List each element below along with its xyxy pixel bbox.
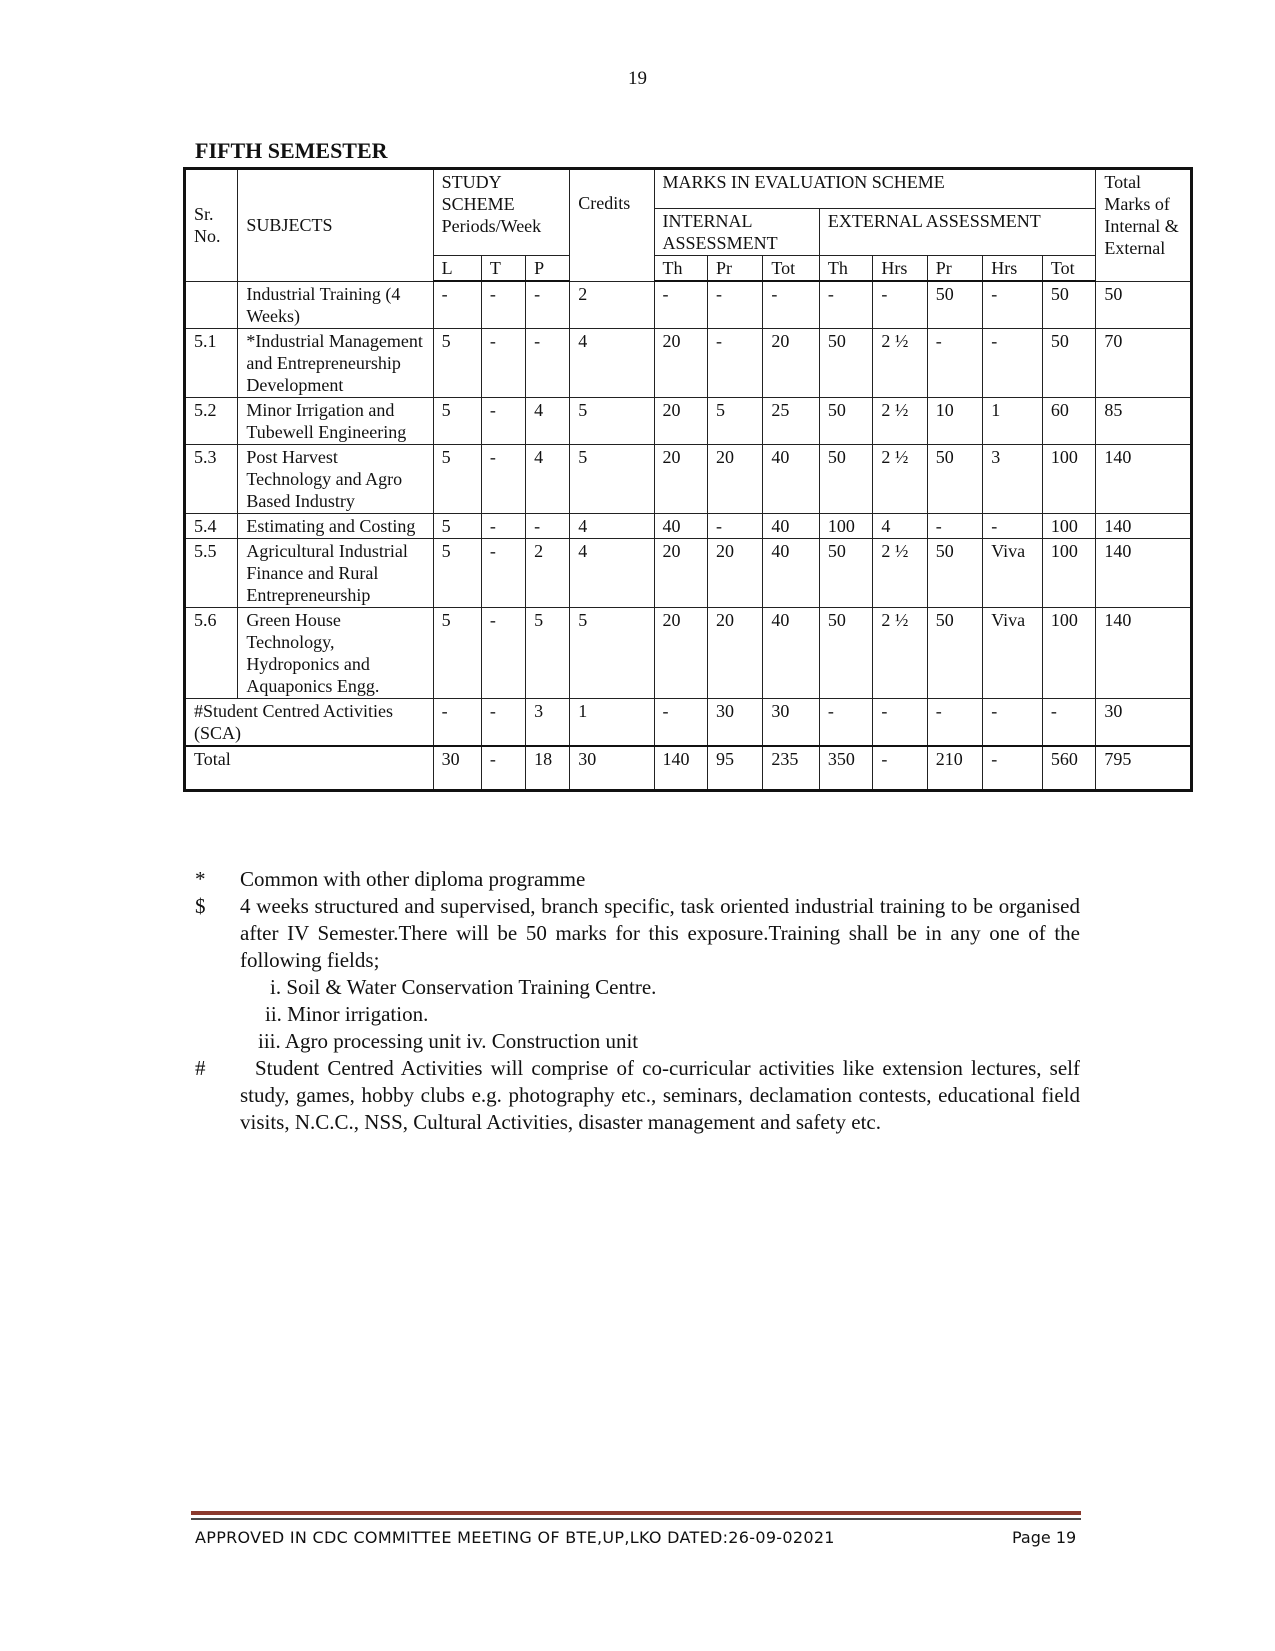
total-label: Total [185, 746, 434, 791]
value-cell: 4 [873, 513, 927, 538]
header-sub-cell: Tot [1042, 256, 1095, 282]
table-row [185, 444, 1192, 513]
training-field-item: ii. Minor irrigation. [265, 1002, 429, 1026]
table-row [185, 397, 1192, 444]
subject-cell: Minor Irrigation and Tubewell Engineering [238, 397, 433, 444]
value-cell: 30 [707, 698, 762, 746]
header-sub-cell: Th [654, 256, 707, 282]
header-external-assessment: EXTERNAL ASSESSMENT [819, 209, 1095, 256]
value-cell: - [983, 513, 1043, 538]
header-sub-cell: Pr [927, 256, 982, 282]
value-cell: - [654, 698, 707, 746]
value-cell: - [481, 698, 525, 746]
footnotes [195, 866, 1080, 1136]
value-cell: 1 [983, 397, 1043, 444]
value-cell: - [983, 328, 1043, 397]
header-sub-cell: Th [819, 256, 872, 282]
sr-no-cell: 5.2 [185, 397, 238, 444]
sr-no-cell: 5.5 [185, 538, 238, 607]
value-cell: - [983, 746, 1043, 791]
value-cell: 2 ½ [873, 444, 927, 513]
value-cell: 20 [654, 607, 707, 698]
value-cell: 40 [763, 513, 820, 538]
header-credits: Credits [570, 169, 654, 282]
value-cell: - [707, 328, 762, 397]
header-sr-no: Sr. No. [185, 169, 238, 282]
sr-no-cell: 5.6 [185, 607, 238, 698]
value-cell: 50 [1096, 281, 1192, 328]
total-row [185, 746, 1192, 791]
value-cell: - [526, 328, 570, 397]
value-cell: 20 [654, 397, 707, 444]
training-field-item: iii. Agro processing unit iv. Construction unit [258, 1029, 639, 1053]
value-cell: - [819, 698, 872, 746]
value-cell: 50 [819, 444, 872, 513]
table-row [185, 538, 1192, 607]
header-marks-scheme: MARKS IN EVALUATION SCHEME [654, 169, 1096, 209]
value-cell: 2 [570, 281, 654, 328]
sr-no-cell: 5.3 [185, 444, 238, 513]
value-cell: - [481, 444, 525, 513]
value-cell: 30 [763, 698, 820, 746]
value-cell: 350 [819, 746, 872, 791]
semester-title: FIFTH SEMESTER [195, 138, 388, 163]
value-cell: - [481, 397, 525, 444]
subject-cell: Agricultural Industrial Finance and Rural Entrepreneurship [238, 538, 433, 607]
value-cell: 20 [707, 538, 762, 607]
value-cell: 5 [433, 513, 481, 538]
value-cell: 30 [570, 746, 654, 791]
value-cell: 5 [433, 444, 481, 513]
value-cell: 85 [1096, 397, 1192, 444]
value-cell: 2 [526, 538, 570, 607]
value-cell: 140 [1096, 444, 1192, 513]
note-text: 4 weeks structured and supervised, branch specific, task oriented industrial training to be organised after IV Semester.There will be 50 marks for this exposure.Training shall be in any one of the following fields; [240, 894, 1080, 972]
value-cell: 140 [1096, 538, 1192, 607]
value-cell: 4 [570, 328, 654, 397]
value-cell: 100 [1042, 513, 1095, 538]
note-symbol: * [195, 867, 206, 891]
value-cell: 2 ½ [873, 607, 927, 698]
table-row [185, 513, 1192, 538]
subject-cell: Green House Technology, Hydroponics and Aquaponics Engg. [238, 607, 433, 698]
value-cell: - [481, 513, 525, 538]
value-cell: 560 [1042, 746, 1095, 791]
value-cell: 5 [570, 397, 654, 444]
value-cell: 210 [927, 746, 982, 791]
value-cell: 50 [1042, 328, 1095, 397]
table-row [185, 328, 1192, 397]
value-cell: 20 [707, 444, 762, 513]
header-sub-cell: Tot [763, 256, 820, 282]
value-cell: 30 [1096, 698, 1192, 746]
value-cell: - [481, 328, 525, 397]
value-cell: - [707, 513, 762, 538]
value-cell: 4 [526, 444, 570, 513]
value-cell: 100 [819, 513, 872, 538]
value-cell: 2 ½ [873, 397, 927, 444]
value-cell: - [526, 513, 570, 538]
value-cell: 1 [570, 698, 654, 746]
value-cell: 50 [819, 397, 872, 444]
note-sca [195, 1055, 1080, 1136]
note-symbol: $ [195, 894, 206, 918]
value-cell: - [1042, 698, 1095, 746]
value-cell: Viva [983, 538, 1043, 607]
value-cell: 50 [927, 538, 982, 607]
subject-cell: Post Harvest Technology and Agro Based Industry [238, 444, 433, 513]
value-cell: - [481, 538, 525, 607]
value-cell: 20 [654, 444, 707, 513]
footer-approval: APPROVED IN CDC COMMITTEE MEETING OF BTE,UP,LKO DATED:26-09-02021 [195, 1528, 835, 1547]
sr-no-cell: 5.4 [185, 513, 238, 538]
value-cell: - [983, 281, 1043, 328]
value-cell: 5 [433, 328, 481, 397]
header-total-marks: Total Marks of Internal & External [1096, 169, 1192, 282]
header-study-scheme: STUDY SCHEME Periods/Week [433, 169, 570, 256]
value-cell: 40 [763, 538, 820, 607]
value-cell: 20 [707, 607, 762, 698]
value-cell: 10 [927, 397, 982, 444]
footer-rule [191, 1518, 1081, 1520]
header-sub-cell: L [433, 256, 481, 282]
header-subjects: SUBJECTS [238, 169, 433, 282]
header-sub-cell: Pr [707, 256, 762, 282]
header-sub-cell: P [526, 256, 570, 282]
value-cell: 140 [654, 746, 707, 791]
header-sub-cell: T [481, 256, 525, 282]
value-cell: 60 [1042, 397, 1095, 444]
value-cell: 50 [927, 281, 982, 328]
value-cell: - [481, 281, 525, 328]
value-cell: 5 [433, 538, 481, 607]
value-cell: Viva [983, 607, 1043, 698]
footer-rule [191, 1511, 1081, 1515]
subject-cell: *Industrial Management and Entrepreneurship Development [238, 328, 433, 397]
value-cell: - [927, 328, 982, 397]
value-cell: 50 [927, 607, 982, 698]
footer-page-label: Page 19 [1012, 1528, 1077, 1547]
sca-label: #Student Centred Activities (SCA) [185, 698, 434, 746]
value-cell: 3 [526, 698, 570, 746]
value-cell: - [873, 281, 927, 328]
value-cell: - [927, 698, 982, 746]
value-cell: - [983, 698, 1043, 746]
subject-cell: Estimating and Costing [238, 513, 433, 538]
page-number: 19 [628, 68, 647, 89]
note-common [195, 866, 1080, 893]
note-training [195, 893, 1080, 974]
value-cell: 235 [763, 746, 820, 791]
value-cell: - [481, 607, 525, 698]
training-field-item: i. Soil & Water Conservation Training Centre. [270, 975, 657, 999]
note-text: Common with other diploma programme [240, 867, 586, 891]
value-cell: 50 [819, 538, 872, 607]
value-cell: 4 [570, 538, 654, 607]
value-cell: 5 [570, 444, 654, 513]
value-cell: 100 [1042, 607, 1095, 698]
header-internal-assessment: INTERNAL ASSESSMENT [654, 209, 819, 256]
value-cell: - [433, 281, 481, 328]
value-cell: - [819, 281, 872, 328]
value-cell: 4 [526, 397, 570, 444]
evaluation-scheme-table [183, 167, 1193, 792]
value-cell: - [763, 281, 820, 328]
table-row [185, 607, 1192, 698]
value-cell: 140 [1096, 607, 1192, 698]
value-cell: 40 [763, 444, 820, 513]
value-cell: 70 [1096, 328, 1192, 397]
value-cell: 50 [1042, 281, 1095, 328]
value-cell: 20 [654, 538, 707, 607]
value-cell: - [654, 281, 707, 328]
header-sub-cell: Hrs [983, 256, 1043, 282]
value-cell: - [707, 281, 762, 328]
note-text: Student Centred Activities will comprise of co-curricular activities like extension lectures, self study, games, hobby clubs e.g. photography etc., seminars, declamation contests, educational field visits, N.C.C., NSS, Cultural Activities, disaster management and safety etc. [240, 1056, 1080, 1134]
value-cell: 2 ½ [873, 538, 927, 607]
value-cell: - [873, 746, 927, 791]
value-cell: 30 [433, 746, 481, 791]
value-cell: - [873, 698, 927, 746]
value-cell: 5 [570, 607, 654, 698]
value-cell: 40 [654, 513, 707, 538]
note-symbol: # [195, 1056, 206, 1080]
value-cell: 140 [1096, 513, 1192, 538]
value-cell: 2 ½ [873, 328, 927, 397]
value-cell: 20 [763, 328, 820, 397]
subject-cell: Industrial Training (4 Weeks) [238, 281, 433, 328]
value-cell: 795 [1096, 746, 1192, 791]
value-cell: 25 [763, 397, 820, 444]
value-cell: - [526, 281, 570, 328]
value-cell: 20 [654, 328, 707, 397]
value-cell: 3 [983, 444, 1043, 513]
value-cell: 50 [819, 607, 872, 698]
value-cell: - [927, 513, 982, 538]
value-cell: 5 [707, 397, 762, 444]
value-cell: 100 [1042, 444, 1095, 513]
table-header-row-1 [185, 169, 1192, 209]
value-cell: - [433, 698, 481, 746]
value-cell: 50 [819, 328, 872, 397]
value-cell: 100 [1042, 538, 1095, 607]
table-row [185, 281, 1192, 328]
value-cell: 5 [526, 607, 570, 698]
value-cell: 4 [570, 513, 654, 538]
sca-row [185, 698, 1192, 746]
value-cell: 40 [763, 607, 820, 698]
value-cell: 50 [927, 444, 982, 513]
value-cell: - [481, 746, 525, 791]
value-cell: 5 [433, 397, 481, 444]
sr-no-cell [185, 281, 238, 328]
value-cell: 5 [433, 607, 481, 698]
value-cell: 95 [707, 746, 762, 791]
sr-no-cell: 5.1 [185, 328, 238, 397]
value-cell: 18 [526, 746, 570, 791]
header-sub-cell: Hrs [873, 256, 927, 282]
